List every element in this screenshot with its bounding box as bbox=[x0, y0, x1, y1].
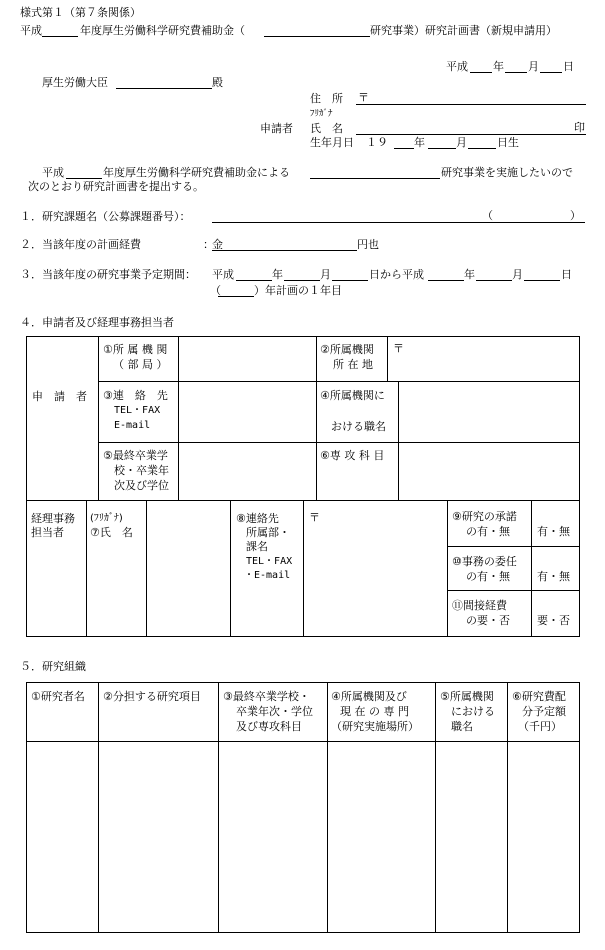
title-era: 平成 bbox=[20, 24, 42, 37]
postal-mark: 〒 bbox=[358, 91, 369, 104]
affiliation-address-field[interactable] bbox=[389, 338, 578, 380]
birth-month-field[interactable] bbox=[428, 148, 456, 149]
consent-choice[interactable]: 有・無 bbox=[537, 525, 570, 538]
date-year-label: 年 bbox=[493, 60, 504, 73]
applicant-name-field[interactable] bbox=[356, 134, 586, 135]
education-label-2: 校・卒業年 bbox=[114, 464, 169, 477]
item2-colon: ： bbox=[203, 238, 214, 251]
col-research-item: ②分担する研究項目 bbox=[103, 690, 201, 703]
contact-field[interactable] bbox=[180, 383, 315, 441]
col-position-3: 職名 bbox=[451, 720, 473, 733]
intro-era: 平成 bbox=[42, 166, 64, 179]
birth-prefix: １９ bbox=[366, 136, 388, 149]
address-label: 住 所 bbox=[310, 92, 343, 105]
accountant-contact-label-1: ⑧連絡先 bbox=[236, 512, 279, 525]
col-affiliation-3: （研究実施場所） bbox=[331, 720, 419, 733]
item3-day1: 日から平成 bbox=[369, 268, 424, 281]
item3-year2: 年 bbox=[464, 268, 475, 281]
title-suffix: 研究事業）研究計画書（新規申請用） bbox=[370, 24, 557, 37]
item1-label: １．研究課題名（公募課題番号）： bbox=[20, 210, 191, 223]
name-label: 氏 名 bbox=[310, 122, 343, 135]
minister-name-field[interactable] bbox=[116, 88, 212, 89]
affiliation-address-label-1: ②所属機関 bbox=[320, 343, 374, 356]
accountant-contact-postal: 〒 bbox=[309, 511, 320, 524]
affiliation-cell[interactable] bbox=[329, 743, 434, 931]
major-label: ⑥専 攻 科 目 bbox=[320, 449, 385, 462]
item3-year1: 年 bbox=[272, 268, 283, 281]
item3-label: ３．当該年度の研究事業予定期間： bbox=[20, 268, 196, 281]
consent-label-1: ⑨研究の承諾 bbox=[452, 510, 517, 523]
addressee-honorific: 殿 bbox=[212, 76, 223, 89]
intro-program-field[interactable] bbox=[310, 178, 440, 179]
col-education-3: 及び専攻科目 bbox=[236, 720, 302, 733]
accountant-name-label: ⑦氏 名 bbox=[90, 526, 133, 539]
delegation-label-2: の有・無 bbox=[466, 570, 510, 583]
research-item-cell[interactable] bbox=[100, 743, 217, 931]
birth-year-field[interactable] bbox=[394, 148, 414, 149]
accountant-name-field[interactable] bbox=[148, 502, 229, 635]
birth-month-label: 月 bbox=[456, 136, 467, 149]
birth-day-label: 日生 bbox=[497, 136, 519, 149]
col-budget-2: 分予定額 bbox=[522, 705, 566, 718]
start-day-field[interactable] bbox=[332, 280, 368, 281]
col-budget-1: ⑥研究費配 bbox=[512, 690, 566, 703]
accountant-label-2: 担当者 bbox=[31, 526, 64, 539]
researcher-name-cell[interactable] bbox=[28, 743, 97, 931]
col-researcher-name: ①研究者名 bbox=[31, 690, 85, 703]
start-year-field[interactable] bbox=[236, 280, 272, 281]
education-cell[interactable] bbox=[220, 743, 326, 931]
furigana-label: ﾌﾘｶﾞﾅ bbox=[310, 109, 333, 119]
date-era: 平成 bbox=[446, 60, 468, 73]
education-label-3: 次及び学位 bbox=[114, 479, 169, 492]
position-cell[interactable] bbox=[437, 743, 506, 931]
delegation-label-1: ⑩事務の委任 bbox=[452, 555, 517, 568]
delegation-choice[interactable]: 有・無 bbox=[537, 570, 570, 583]
date-day-label: 日 bbox=[563, 60, 574, 73]
date-year-field[interactable] bbox=[470, 72, 492, 73]
position-label-2: おける職名 bbox=[331, 420, 386, 433]
indirect-cost-label-1: ⑪間接経費 bbox=[452, 599, 507, 612]
item3-day2: 日 bbox=[561, 268, 572, 281]
section5-heading: ５．研究組織 bbox=[20, 660, 86, 673]
item3-plan-open: （ bbox=[210, 284, 221, 297]
indirect-cost-choice[interactable]: 要・否 bbox=[537, 614, 570, 627]
position-field[interactable] bbox=[400, 383, 578, 441]
affiliation-address-postal: 〒 bbox=[393, 342, 404, 355]
affiliation-label-1: ①所 属 機 関 bbox=[103, 343, 168, 356]
col-education-2: 卒業年次・学位 bbox=[236, 705, 313, 718]
col-affiliation-2: 現 在 の 専 門 bbox=[340, 705, 409, 718]
item2-prefix: 金 bbox=[212, 238, 223, 251]
address-field[interactable] bbox=[356, 104, 586, 105]
budget-cell[interactable] bbox=[509, 743, 578, 931]
start-month-field[interactable] bbox=[284, 280, 320, 281]
affiliation-label-2: （ 部 局 ） bbox=[113, 358, 168, 371]
education-label-1: ⑤最終卒業学 bbox=[103, 449, 168, 462]
col-position-2: における bbox=[451, 705, 495, 718]
education-field[interactable] bbox=[180, 444, 315, 499]
contact-label-3: E-mail bbox=[114, 420, 151, 431]
item2-suffix: 円也 bbox=[357, 238, 379, 251]
consent-label-2: の有・無 bbox=[466, 525, 510, 538]
seal-mark: 印 bbox=[574, 121, 585, 134]
accountant-furigana-label: (ﾌﾘｶﾞﾅ) bbox=[90, 513, 123, 524]
indirect-cost-label-2: の要・否 bbox=[466, 614, 510, 627]
intro-year-field[interactable] bbox=[66, 178, 102, 179]
birth-year-label: 年 bbox=[414, 136, 425, 149]
col-budget-3: （千円） bbox=[518, 720, 562, 733]
affiliation-address-label-2: 所 在 地 bbox=[333, 358, 373, 371]
title-mid: 年度厚生労働科学研究費補助金（ bbox=[80, 24, 245, 37]
title-program-field[interactable] bbox=[264, 36, 370, 37]
intro-mid: 年度厚生労働科学研究費補助金による bbox=[103, 166, 290, 179]
affiliation-field[interactable] bbox=[180, 338, 315, 380]
budget-field[interactable] bbox=[212, 250, 357, 251]
end-day-field[interactable] bbox=[524, 280, 560, 281]
col-affiliation-1: ④所属機関及び bbox=[331, 690, 407, 703]
applicant-row-label: 申 請 者 bbox=[32, 390, 87, 403]
title-year-field[interactable] bbox=[42, 36, 78, 37]
intro-line2: 次のとおり研究計画書を提出する。 bbox=[28, 180, 204, 193]
item3-month1: 月 bbox=[320, 268, 331, 281]
accountant-contact-label-4: TEL・FAX bbox=[246, 556, 293, 567]
applicant-label: 申請者 bbox=[260, 122, 293, 135]
item3-era1: 平成 bbox=[212, 268, 234, 281]
date-day-field[interactable] bbox=[540, 72, 562, 73]
item1-paren-close: ） bbox=[570, 209, 581, 222]
item2-label: ２．当該年度の計画経費 bbox=[20, 238, 141, 251]
contact-label-1: ③連 絡 先 bbox=[103, 389, 168, 402]
form-number: 様式第１（第７条関係） bbox=[20, 6, 141, 19]
item3-plan-close: ）年計画の１年目 bbox=[254, 284, 342, 297]
date-month-field[interactable] bbox=[505, 72, 527, 73]
accountant-label-1: 経理事務 bbox=[31, 512, 75, 525]
item3-month2: 月 bbox=[512, 268, 523, 281]
accountant-contact-label-5: ・E-mail bbox=[244, 570, 291, 581]
plan-years-field[interactable] bbox=[218, 296, 254, 297]
major-field[interactable] bbox=[400, 444, 578, 499]
end-month-field[interactable] bbox=[476, 280, 512, 281]
date-month-label: 月 bbox=[528, 60, 539, 73]
section4-heading: ４．申請者及び経理事務担当者 bbox=[20, 316, 174, 329]
end-year-field[interactable] bbox=[428, 280, 464, 281]
birth-label: 生年月日 bbox=[310, 136, 354, 149]
research-title-field[interactable] bbox=[212, 222, 585, 223]
col-education-1: ③最終卒業学校・ bbox=[223, 690, 310, 703]
contact-label-2: TEL・FAX bbox=[114, 405, 161, 416]
accountant-contact-label-3: 課名 bbox=[246, 540, 268, 553]
accountant-contact-field[interactable] bbox=[305, 502, 446, 635]
addressee-name: 厚生労働大臣 bbox=[42, 76, 108, 89]
intro-end: 研究事業を実施したいので bbox=[441, 166, 573, 179]
col-position-1: ⑤所属機関 bbox=[440, 690, 494, 703]
accountant-contact-label-2: 所属部・ bbox=[246, 526, 290, 539]
birth-day-field[interactable] bbox=[468, 148, 496, 149]
position-label-1: ④所属機関に bbox=[320, 389, 385, 402]
item1-paren-open: （ bbox=[482, 209, 493, 222]
